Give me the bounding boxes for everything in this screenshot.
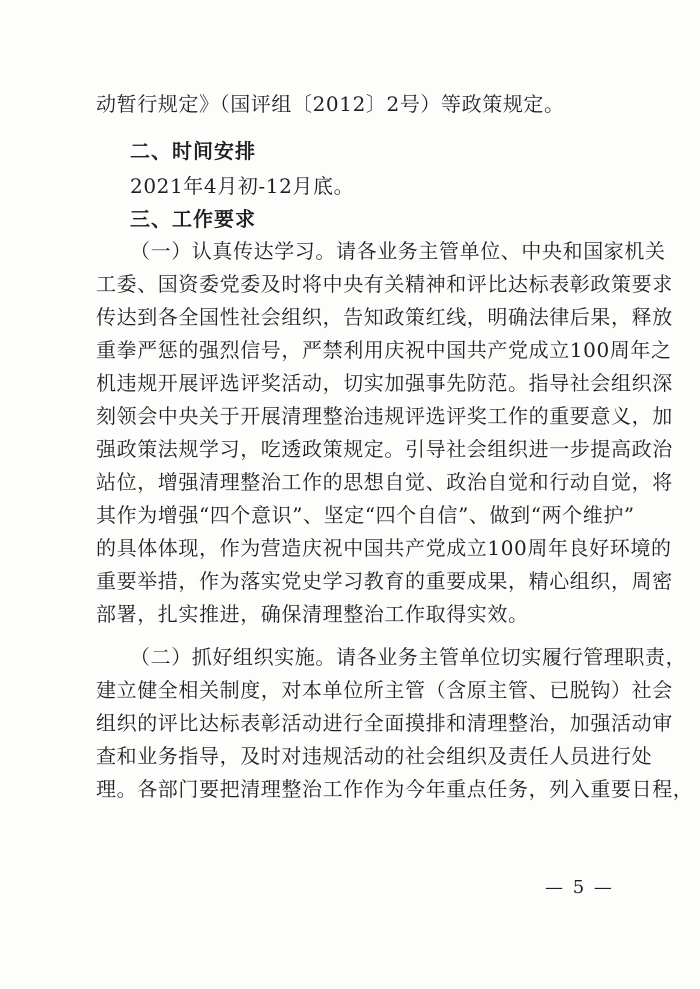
body-text-line: 动暂行规定》（国评组〔2012〕2号）等政策规定。 [96,92,565,116]
body-text-line: 强政策法规学习，吃透政策规定。引导社会组织进一步提高政治 [96,437,673,461]
body-text-line: 建立健全相关制度，对本单位所主管（含原主管、已脱钩）社会 [96,678,673,702]
body-text-line: 其作为增强“四个意识”、坚定“四个自信”、做到“两个维护” [96,503,635,527]
body-text-line: 重拳严惩的强烈信号，严禁利用庆祝中国共产党成立100周年之 [96,338,672,362]
page-number: — 5 — [545,877,614,898]
paragraph-last-line: 部署，扎实推进，确保清理整治工作取得实效。 [96,602,529,626]
paragraph-first-line: （一）认真传达学习。请各业务主管单位、中央和国家机关 [130,239,666,263]
paragraph-first-line: （二）抓好组织实施。请各业务主管单位切实履行管理职责， [130,645,687,669]
body-text-line: 的具体体现，作为营造庆祝中国共产党成立100周年良好环境的 [96,536,672,560]
body-text-line: 工委、国资委党委及时将中央有关精神和评比达标表彰政策要求 [96,272,673,296]
body-text-line: 组织的评比达标表彰活动进行全面摸排和清理整治，加强活动审 [96,711,673,735]
body-text-line: 站位，增强清理整治工作的思想自觉、政治自觉和行动自觉，将 [96,470,673,494]
section-heading-requirements: 三、工作要求 [130,207,256,231]
body-text-line: 2021年4月初-12月底。 [130,174,355,198]
section-heading-schedule: 二、时间安排 [130,139,256,163]
body-text-line: 机违规开展评选评奖活动，切实加强事先防范。指导社会组织深 [96,371,673,395]
body-text-line: 传达到各全国性社会组织，告知政策红线，明确法律后果，释放 [96,305,673,329]
body-text-line: 刻领会中央关于开展清理整治违规评选评奖工作的重要意义，加 [96,404,673,428]
body-text-line: 理。各部门要把清理整治工作作为今年重点任务，列入重要日程， [96,777,694,801]
body-text-line: 重要举措，作为落实党史学习教育的重要成果，精心组织，周密 [96,569,673,593]
body-text-line: 查和业务指导，及时对违规活动的社会组织及责任人员进行处 [96,744,653,768]
